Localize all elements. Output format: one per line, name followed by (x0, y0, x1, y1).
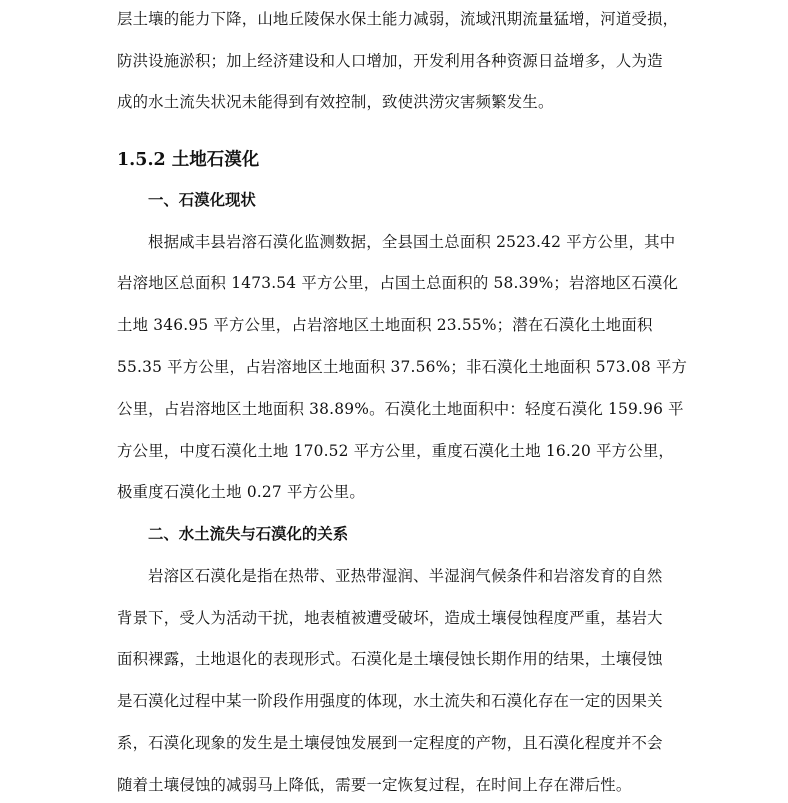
subsection-1-line-3: 土地 346.95 平方公里，占岩溶地区土地面积 23.55%；潜在石漠化土地面积 (117, 316, 653, 334)
subsection-1-line-1: 根据咸丰县岩溶石漠化监测数据，全县国土总面积 2523.42 平方公里，其中 (148, 233, 676, 251)
subsection-1-line-6: 方公里，中度石漠化土地 170.52 平方公里，重度石漠化土地 16.20 平方公里， (117, 442, 675, 460)
subsection-2-line-2: 背景下，受人为活动干扰，地表植被遭受破坏，造成土壤侵蚀程度严重，基岩大 (117, 609, 663, 627)
intro-line-3: 成的水土流失状况未能得到有效控制，致使洪涝灾害频繁发生。 (117, 93, 554, 111)
subsection-2-heading: 二、水土流失与石漠化的关系 (148, 525, 349, 543)
section-heading: 1.5.2 土地石漠化 (117, 150, 260, 170)
subsection-2-line-5: 系，石漠化现象的发生是土壤侵蚀发展到一定程度的产物，且石漠化程度并不会 (117, 734, 663, 752)
subsection-1-line-4: 55.35 平方公里，占岩溶地区土地面积 37.56%；非石漠化土地面积 573.08 平方 (117, 358, 688, 376)
subsection-1-line-7: 极重度石漠化土地 0.27 平方公里。 (117, 483, 365, 501)
intro-line-1: 层土壤的能力下降，山地丘陵保水保土能力减弱，流域汛期流量猛增，河道受损， (117, 10, 679, 28)
intro-line-2: 防洪设施淤积；加上经济建设和人口增加，开发利用各种资源日益增多，人为造 (117, 52, 663, 70)
subsection-1-line-5: 公里，占岩溶地区土地面积 38.89%。石漠化土地面积中：轻度石漠化 159.96 平 (117, 400, 684, 418)
subsection-1-line-2: 岩溶地区总面积 1473.54 平方公里，占国土总面积的 58.39%；岩溶地区石漠化 (117, 274, 679, 292)
subsection-2-line-1: 岩溶区石漠化是指在热带、亚热带湿润、半湿润气候条件和岩溶发育的自然 (148, 567, 663, 585)
subsection-1-heading: 一、石漠化现状 (148, 191, 256, 209)
subsection-2-line-3: 面积裸露，土地退化的表现形式。石漠化是土壤侵蚀长期作用的结果，土壤侵蚀 (117, 650, 663, 668)
subsection-2-line-6: 随着土壤侵蚀的减弱马上降低，需要一定恢复过程，在时间上存在滞后性。 (117, 776, 632, 794)
subsection-2-line-4: 是石漠化过程中某一阶段作用强度的体现，水土流失和石漠化存在一定的因果关 (117, 692, 663, 710)
